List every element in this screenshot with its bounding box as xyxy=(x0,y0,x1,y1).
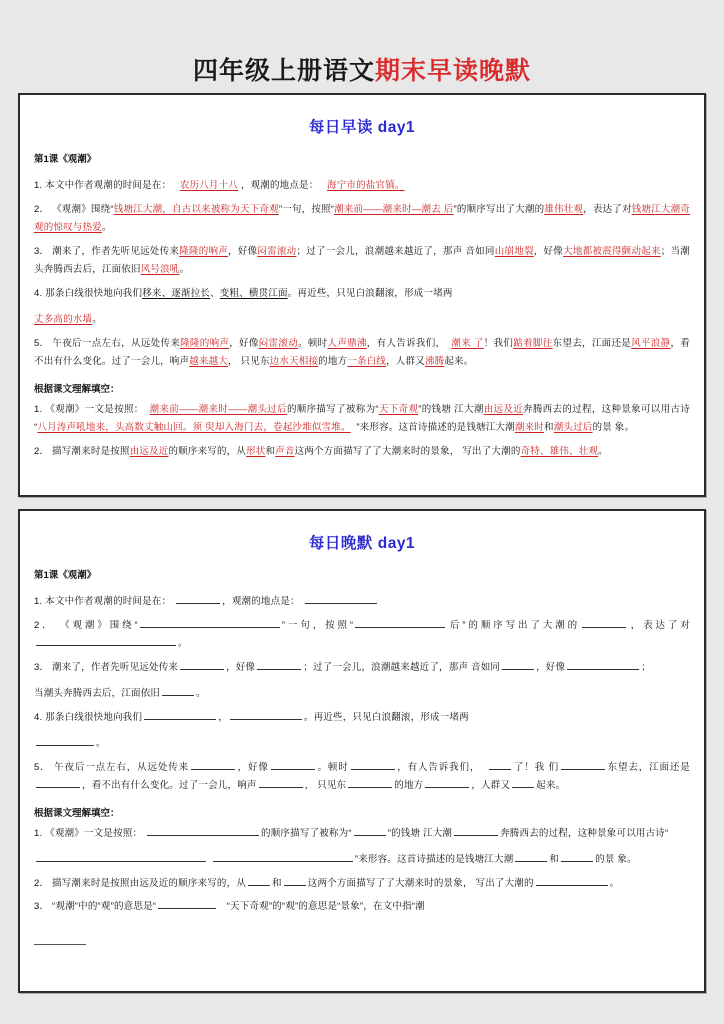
f2-num: 2． xyxy=(34,445,50,457)
evening-lesson-label: 第1课《观潮》 xyxy=(34,570,97,582)
ef1-text-7: 的景 象。 xyxy=(595,854,637,866)
eq3-blank-1[interactable] xyxy=(180,660,224,670)
eq2-text-4: ，表达了对 xyxy=(628,619,690,631)
ef3-text-1: “观潮”中的“观”的意思是“ xyxy=(52,901,157,913)
morning-fill-1 xyxy=(34,401,690,438)
q3-answer-3: 山崩地裂 xyxy=(494,245,534,257)
q2-text-4: ，表达了对 xyxy=(583,203,632,215)
q3-num: 3． xyxy=(34,245,50,257)
evening-fill-3 xyxy=(34,898,690,945)
ef1-text-2: 的顺序描写了被称为“ xyxy=(261,827,352,839)
q5-answer-5: 踮着脚往 xyxy=(513,337,553,349)
q4-line-break xyxy=(34,303,690,311)
ef2-blank-3[interactable] xyxy=(536,876,608,886)
f1-text-2: 的顺序描写了被称为“ xyxy=(286,403,379,415)
eq3-text-3: ；过了一会儿，浪潮越来越近了，那声 音如同 xyxy=(303,661,501,673)
q2-answer-1: 钱塘江大潮，自古以来被称为天下奇观 xyxy=(113,203,279,215)
evening-fill-2 xyxy=(34,875,690,894)
q5-text-9: 的地方 xyxy=(318,356,348,368)
q5-text-1: 午夜后一点左右，从远处传来 xyxy=(52,337,181,349)
q1-num: 1. xyxy=(34,180,43,192)
ef1-text-1: 《观潮》一文是按照： xyxy=(45,827,143,839)
f1-answer-4-poem: 八月涛声吼地来，头高数丈触山回。须 臾却入海门去，卷起沙堆似雪堆。 xyxy=(37,422,351,434)
q4-answer-1: 移来、逐渐拉长 xyxy=(142,287,211,299)
eq5-num: 5． xyxy=(34,761,51,773)
eq4-text-2: ， xyxy=(218,711,228,723)
ef1-blank-7[interactable] xyxy=(561,852,593,862)
q2-answer-3: 雄伟壮观 xyxy=(544,203,584,215)
eq5-text-10: ，人群又 xyxy=(471,780,511,792)
eq1-blank-2[interactable] xyxy=(305,594,377,604)
f1-text-3: ”的钱塘 江大潮 xyxy=(418,403,484,415)
eq5-text-3: 。顿时 xyxy=(316,761,349,773)
eq5-text-9: 的地方 xyxy=(394,780,424,792)
evening-dictation-panel xyxy=(18,509,706,993)
q3-text-2: ，好像 xyxy=(228,245,258,257)
ef1-blank-6[interactable] xyxy=(515,852,547,862)
eq5-blank-6[interactable] xyxy=(36,778,80,788)
q5-text-2: ，好像 xyxy=(229,337,259,349)
ef2-text-1: 描写潮来时是按照由远及近的顺序来写的，从 xyxy=(52,877,247,889)
eq1-num: 1. xyxy=(34,596,43,608)
eq3-blank-3[interactable] xyxy=(502,660,534,670)
ef1-text-3: ”的钱塘 江大潮 xyxy=(387,827,453,839)
evening-panel-heading: 每日晚默 day1 xyxy=(308,535,416,553)
ef2-text-3: 这两个方面描写了了大潮来时的景象， 写出了大潮的 xyxy=(307,877,534,889)
eq2-text-2: ”一句，按照“ xyxy=(281,619,354,631)
eq5-text-11: 起来。 xyxy=(536,780,566,792)
eq5-text-5: 了！我 们 xyxy=(513,761,559,773)
eq4-text-4: 。 xyxy=(96,738,106,750)
ef3-text-2: “天下奇观”的“观”的意思是“景象”，在文中指“潮 xyxy=(226,901,425,913)
evening-question-2 xyxy=(34,617,690,654)
evening-fill-1 xyxy=(34,825,690,870)
ef1-blank-4[interactable] xyxy=(36,852,206,862)
q5-answer-8: 边水天相接 xyxy=(269,356,319,368)
eq3-text-5: ； xyxy=(641,661,651,673)
q5-text-7: ，看不出有什么变化。过了一会儿，响声 xyxy=(34,337,690,368)
q1-text-1: 本文中作者观潮的时间是在： xyxy=(45,180,172,192)
q2-text-2: ”一句，按照“ xyxy=(278,203,335,215)
ef1-blank-2[interactable] xyxy=(354,826,386,836)
ef3-blank-2[interactable] xyxy=(34,943,86,945)
q2-text-5: 。 xyxy=(101,222,112,234)
eq3-text-4: ，好像 xyxy=(536,661,566,673)
q4-text-1: 那条白线很快地向我们 xyxy=(45,287,143,299)
eq5-text-6: 东望去，江面还是 xyxy=(607,761,691,773)
evening-question-5 xyxy=(34,759,690,796)
q4-num: 4. xyxy=(34,287,43,299)
evening-question-1 xyxy=(34,593,690,612)
q3-text-4: ，好像 xyxy=(533,245,564,257)
eq5-blank-2[interactable] xyxy=(271,760,315,770)
q4-answer-2: 变粗、横贯江面 xyxy=(219,287,288,299)
f1-text-7: 的景 象。 xyxy=(592,422,635,434)
eq2-text-1: 《观潮》围绕“ xyxy=(60,619,138,631)
f1-answer-3: 由远及近 xyxy=(483,403,524,415)
eq3-blank-2[interactable] xyxy=(257,660,301,670)
q3-answer-1: 隆隆的响声 xyxy=(179,245,229,257)
eq5-blank-10[interactable] xyxy=(512,778,534,788)
eq3-text-6: 当潮头奔腾西去后，江面依旧 xyxy=(34,688,161,700)
f2-text-1: 描写潮来时是按照 xyxy=(52,445,130,457)
eq1-text-1: 本文中作者观潮的时间是在： xyxy=(45,596,172,608)
f1-answer-6: 潮头过后 xyxy=(553,422,593,434)
q3-text-1: 潮来了，作者先听见远处传来 xyxy=(52,245,180,257)
f2-answer-4: 奇特、雄伟、壮观 xyxy=(520,445,599,457)
ef2-blank-1[interactable] xyxy=(248,876,270,886)
f1-text-6: 和 xyxy=(544,422,554,434)
eq3-num: 3． xyxy=(34,661,50,673)
eq5-blank-8[interactable] xyxy=(348,778,392,788)
page-title-plain: 四年级上册语文 xyxy=(192,57,375,85)
morning-lesson-label: 第1课《观潮》 xyxy=(34,154,97,166)
q5-text-3: 。顿时 xyxy=(298,337,328,349)
q5-answer-4: 潮来 了 xyxy=(451,337,484,349)
eq5-text-1: 午夜后一点左右，从远处传来 xyxy=(54,761,189,773)
q5-text-8: ， 只见东 xyxy=(228,356,270,368)
q5-answer-1: 隆隆的响声 xyxy=(180,337,230,349)
f2-text-5: 。 xyxy=(598,445,608,457)
ef1-text-4: 奔腾西去的过程，这种景象可以用古诗“ xyxy=(500,827,669,839)
eq2-text-5: 。 xyxy=(178,638,188,650)
f1-text-4: 奔腾西去的过程，这种景象可以用古诗“ xyxy=(34,403,690,434)
eq4-text-1: 那条白线很快地向我们 xyxy=(45,711,143,723)
q4-answer-3: 丈多高的水墙 xyxy=(34,314,93,326)
eq2-num: 2． xyxy=(34,619,55,631)
f2-text-2: 的顺序来写的，从 xyxy=(168,445,247,457)
ef1-text-5: ”来形容。这首诗描述的是钱塘江大潮 xyxy=(354,854,514,866)
ef3-num: 3． xyxy=(34,901,50,913)
morning-question-4 xyxy=(34,285,690,330)
q4-text-4: 。 xyxy=(92,314,102,326)
q3-text-3: ；过了一会儿，浪潮越来越近了，那声 音如同 xyxy=(296,245,495,257)
q5-answer-7: 越来越大 xyxy=(189,356,229,368)
f1-num: 1. xyxy=(34,403,43,415)
f1-answer-5: 潮来时 xyxy=(514,422,544,434)
page-title-accent: 期末早读晚默 xyxy=(375,57,532,85)
q5-answer-9: 一条白线 xyxy=(347,356,387,368)
eq2-blank-3[interactable] xyxy=(582,618,626,628)
ef1-blank-1[interactable] xyxy=(147,826,259,836)
q3-answer-5: 风号浪吼 xyxy=(140,264,180,276)
q4-text-3: 。再近些，只见白浪翻滚，形成一堵两 xyxy=(287,287,453,299)
ef2-num: 2． xyxy=(34,877,50,889)
morning-question-5 xyxy=(34,335,690,372)
eq4-text-3: 。再近些，只见白浪翻滚，形成一堵两 xyxy=(303,711,469,723)
eq5-blank-3[interactable] xyxy=(351,760,395,770)
q5-text-6: 东望去，江面还是 xyxy=(552,337,632,349)
eq1-blank-1[interactable] xyxy=(176,594,220,604)
q5-text-5: ！我们 xyxy=(483,337,514,349)
q5-num: 5． xyxy=(34,337,50,349)
q3-answer-2: 闷雷滚动 xyxy=(257,245,297,257)
q3-text-5: ；当潮头奔腾西去后，江面依旧 xyxy=(34,245,690,276)
q1-answer-1: 农历八月十八 xyxy=(179,180,239,192)
f2-text-4: 这两个方面描写了了大潮来时的景象， 写出了大潮的 xyxy=(294,445,521,457)
evening-question-3 xyxy=(34,659,690,704)
eq2-text-3: 后”的顺序写出了大潮的 xyxy=(447,619,580,631)
f1-text-5: ”来形容。这首诗描述的是钱塘江大潮 xyxy=(356,422,515,434)
eq4-blank-3[interactable] xyxy=(36,736,94,746)
q1-text-2: ，观潮的地点是： xyxy=(240,180,319,192)
q5-answer-2: 闷雷滚动 xyxy=(258,337,299,349)
q5-answer-10: 沸腾 xyxy=(424,356,445,368)
eq5-text-7: ，看不出有什么变化。过了一会儿，响声 xyxy=(82,780,257,792)
evening-fill-label: 根据课文理解填空： xyxy=(34,807,120,819)
eq1-text-2: ，观潮的地点是： xyxy=(222,596,300,608)
morning-panel-heading: 每日早读 day1 xyxy=(308,119,416,137)
f1-answer-1: 潮来前——潮来时——潮头过后 xyxy=(149,403,287,415)
q4-text-2: 、 xyxy=(210,287,220,299)
q2-answer-2: 潮来前——潮来时—潮去 后 xyxy=(334,203,454,215)
ef1-num: 1. xyxy=(34,827,43,839)
f1-text-1: 《观潮》一文是按照： xyxy=(45,403,144,415)
q5-text-11: 起来。 xyxy=(444,356,474,368)
q2-text-3: ”的顺序写出了大潮的 xyxy=(453,203,545,215)
q5-text-4: ，有人告诉我们， xyxy=(366,337,446,349)
eq2-blank-1[interactable] xyxy=(140,618,280,628)
morning-fill-label: 根据课文理解填空： xyxy=(34,383,120,395)
f2-answer-1: 由远及近 xyxy=(129,445,169,457)
eq5-text-8: ， 只见东 xyxy=(304,780,347,792)
q5-text-10: ，人群又 xyxy=(386,356,425,368)
morning-reading-panel xyxy=(18,93,706,497)
ef1-text-6: 和 xyxy=(549,854,560,866)
q2-text-1: 《观潮》围绕“ xyxy=(52,203,114,215)
q5-answer-6: 风平浪静 xyxy=(631,337,671,349)
eq5-blank-4[interactable] xyxy=(489,760,511,770)
f2-answer-2: 形状 xyxy=(246,445,266,457)
f2-text-3: 和 xyxy=(265,445,276,457)
q5-answer-3: 人声鼎沸 xyxy=(327,337,367,349)
eq5-blank-1[interactable] xyxy=(191,760,235,770)
eq3-text-2: ，好像 xyxy=(226,661,256,673)
morning-question-1 xyxy=(34,177,690,196)
q3-text-6: 。 xyxy=(179,264,190,276)
eq4-num: 4. xyxy=(34,711,43,723)
eq5-text-2: ，好像 xyxy=(236,761,269,773)
q2-answer-4: 钱塘江大潮奇观的惊叹与热爱 xyxy=(34,203,690,234)
f2-answer-3: 声音 xyxy=(275,445,295,457)
ef3-blank-1[interactable] xyxy=(158,899,216,909)
eq3-blank-4[interactable] xyxy=(567,660,639,670)
eq2-blank-2[interactable] xyxy=(355,618,445,628)
ef2-text-2: 和 xyxy=(272,877,282,889)
eq3-text-7: 。 xyxy=(196,688,206,700)
ef1-line-break xyxy=(34,843,690,851)
evening-question-4 xyxy=(34,709,690,754)
morning-question-2 xyxy=(34,201,690,238)
eq5-blank-9[interactable] xyxy=(425,778,469,788)
ef2-text-4: 。 xyxy=(609,877,620,889)
eq3-blank-5[interactable] xyxy=(162,686,194,696)
eq5-blank-5[interactable] xyxy=(561,760,605,770)
morning-fill-2 xyxy=(34,443,690,462)
eq2-blank-4[interactable] xyxy=(36,636,176,646)
morning-question-3 xyxy=(34,243,690,280)
eq4-blank-1[interactable] xyxy=(144,710,216,720)
ef1-blank-3[interactable] xyxy=(454,826,498,836)
eq3-text-1: 潮来了，作者先听见远处传来 xyxy=(52,661,179,673)
eq5-blank-7[interactable] xyxy=(259,778,303,788)
q3-answer-4: 大地都被震得颤动起来 xyxy=(563,245,661,257)
ef1-blank-5[interactable] xyxy=(213,852,353,862)
f1-answer-2: 天下奇观 xyxy=(378,403,419,415)
q2-num: 2． xyxy=(34,203,50,215)
ef2-blank-2[interactable] xyxy=(284,876,306,886)
eq4-line-break xyxy=(34,727,690,735)
eq4-blank-2[interactable] xyxy=(230,710,302,720)
page-title xyxy=(18,0,706,93)
q1-answer-2: 海宁市的盐官镇。 xyxy=(327,180,405,192)
eq5-text-4: ，有人告诉我们， xyxy=(396,761,481,773)
eq3-line-break xyxy=(34,677,690,685)
